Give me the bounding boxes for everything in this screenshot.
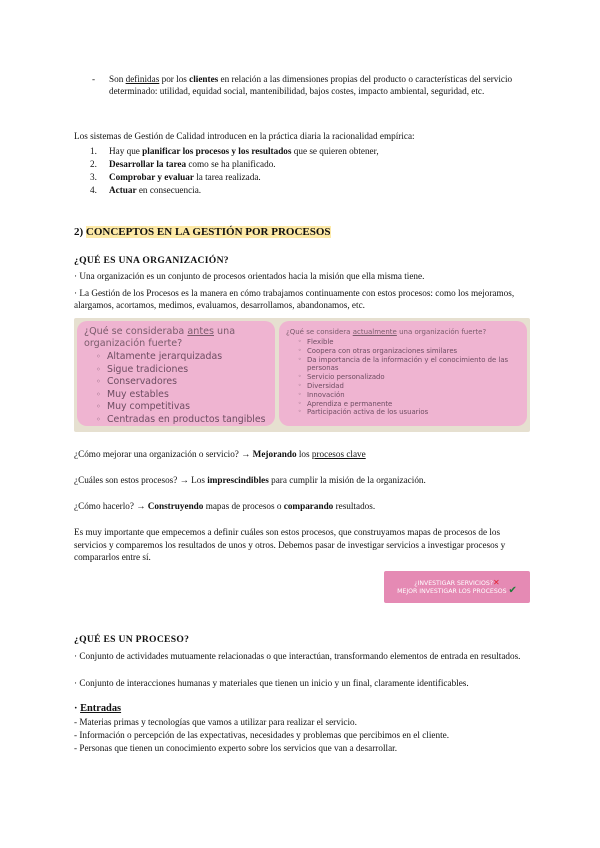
- before-item: ◦ Muy competitivas: [107, 401, 266, 414]
- cross-icon: ✕: [493, 578, 500, 587]
- question-which: [74, 474, 534, 486]
- entrada-item: - Materias primas y tecnologías que vamos a utilizar para realizar el servicio.: [74, 717, 357, 727]
- investigate-sticker: [384, 571, 530, 603]
- now-title-post: una organización fuerte?: [396, 328, 487, 336]
- comparison-image: [74, 318, 530, 432]
- step-post: la tarea realizada.: [193, 171, 261, 182]
- q1-mid: los: [296, 449, 312, 459]
- q3-bold-1: Construyendo: [147, 501, 204, 511]
- entradas-dot: ·: [74, 703, 81, 714]
- org-paragraph-1: · Una organización es un conjunto de procesos orientados hacia la misión que ella misma tiene.: [74, 271, 425, 281]
- step-number: 2.: [90, 158, 97, 169]
- step-post: en consecuencia.: [136, 184, 202, 195]
- step-bold: Actuar: [109, 184, 137, 195]
- important-paragraph: Es muy importante que empecemos a definir cuáles son estos procesos, que construyamos mapas de procesos de los servicios y comparemos los resultados de unos y otros. Debemos pasar de investigar servicios a investigar procesos y compararlos entre sí.: [74, 527, 506, 563]
- now-item: ◦ Innovación: [307, 391, 519, 400]
- org-heading: ¿QUÉ ES UNA ORGANIZACIÓN?: [74, 255, 229, 266]
- before-title-underlined: antes: [187, 326, 214, 337]
- q2-post: para cumplir la misión de la organización.: [268, 475, 426, 485]
- before-card: [77, 321, 275, 426]
- before-item: ◦ Altamente jerarquizadas: [107, 351, 266, 364]
- process-paragraph-2: · Conjunto de interacciones humanas y materiales que tienen un inicio y un final, claramente identificables.: [74, 678, 469, 688]
- process-paragraph-1: · Conjunto de actividades mutuamente relacionadas o que interactúan, transformando elementos de entrada en resultados.: [74, 651, 521, 661]
- question-improve: [74, 448, 534, 460]
- step-number: 3.: [90, 171, 97, 182]
- before-item: ◦ Centradas en productos tangibles: [107, 414, 266, 427]
- now-item: ◦ Flexible: [307, 338, 519, 347]
- question-how: [74, 500, 534, 512]
- check-icon: ✔: [508, 585, 517, 596]
- before-title-pre: ¿Qué se consideraba: [84, 326, 188, 337]
- bullet-dash: -: [92, 74, 96, 84]
- now-title-underlined: actualmente: [352, 328, 397, 336]
- step-item: [90, 145, 530, 158]
- now-item: ◦ Da importancia de la información y el conocimiento de las personas: [307, 356, 519, 374]
- q1-bold: Mejorando: [252, 449, 297, 459]
- section-title: [74, 226, 331, 238]
- before-title-post: una organización fuerte?: [84, 326, 236, 349]
- q1-underlined: procesos clave: [311, 449, 366, 459]
- now-title-pre: ¿Qué se considera: [286, 328, 353, 336]
- now-item: ◦ Coopera con otras organizaciones similares: [307, 347, 519, 356]
- step-post: que se quieren obtener,: [291, 146, 379, 156]
- sticker-line-2-text: MEJOR INVESTIGAR LOS PROCESOS: [397, 588, 507, 595]
- step-post: como se ha planificado.: [186, 158, 276, 169]
- q2-bold: imprescindibles: [207, 475, 269, 485]
- q2-pre: ¿Cuáles son estos procesos? → Los: [74, 475, 208, 485]
- top-bullet: [92, 73, 532, 98]
- before-item: ◦ Sigue tradiciones: [107, 364, 266, 377]
- org-paragraph-2: · La Gestión de los Procesos es la manera en cómo trabajamos continuamente con estos procesos: como los mejoramos, alargamos, acortamos, medimos, evaluamos, desarrollamos, abandonamos, etc.: [74, 288, 515, 311]
- now-item: ◦ Servicio personalizado: [307, 373, 519, 382]
- step-bold: Desarrollar la tarea: [109, 158, 187, 169]
- step-item: [90, 171, 530, 184]
- steps-list: [90, 145, 530, 197]
- step-item: [90, 158, 530, 171]
- entradas-heading: [74, 703, 121, 715]
- sticker-line-2: [384, 587, 530, 596]
- step-item: [90, 184, 530, 197]
- bullet-rest: en relación a las dimensiones propias del producto o características del servicio determinado: utilidad, equidad social, mantenibilidad, bajos costes, impacto ambiental, seguridad, etc.: [109, 74, 513, 97]
- now-item: ◦ Aprendiza e permanente: [307, 400, 519, 409]
- section-title-text: CONCEPTOS EN LA GESTIÓN POR PROCESOS: [85, 226, 331, 238]
- before-card-title: [84, 326, 270, 349]
- step-pre: Hay que: [109, 146, 143, 156]
- intro-paragraph: Los sistemas de Gestión de Calidad introducen en la práctica diaria la racionalidad empírica:: [74, 131, 415, 141]
- q3-pre: ¿Cómo hacerlo? →: [74, 501, 148, 511]
- clients-bold: clientes: [189, 74, 219, 84]
- q3-mid: mapas de procesos o: [203, 501, 284, 511]
- before-item: ◦ Muy estables: [107, 389, 266, 402]
- before-item: ◦ Conservadores: [107, 376, 266, 389]
- sticker-line-1-text: ¿INVESTIGAR SERVICIOS?: [414, 580, 494, 587]
- bullet-mid: por los: [159, 74, 190, 84]
- now-card: [279, 321, 527, 426]
- q3-bold-2: comparando: [283, 501, 334, 511]
- step-number: 1.: [90, 146, 97, 156]
- now-item: ◦ Participación activa de los usuarios: [307, 408, 519, 417]
- entrada-item: - Personas que tienen un conocimiento experto sobre los servicios que van a desarrollar.: [74, 742, 397, 753]
- q1-pre: ¿Cómo mejorar una organización o servicio? →: [74, 449, 253, 459]
- section-number: 2): [74, 226, 86, 238]
- before-list: [107, 351, 266, 426]
- entradas-title: Entradas: [80, 703, 122, 714]
- process-heading: ¿QUÉ ES UN PROCESO?: [74, 634, 190, 645]
- step-bold: planificar los procesos y los resultados: [142, 146, 292, 156]
- now-list: [307, 338, 519, 417]
- step-number: 4.: [90, 184, 97, 195]
- q3-post: resultados.: [333, 501, 376, 511]
- step-bold: Comprobar y evaluar: [109, 171, 194, 182]
- now-item: ◦ Diversidad: [307, 382, 519, 391]
- entradas-list: [74, 716, 534, 755]
- bullet-prefix: Son: [109, 74, 126, 84]
- entrada-item: - Información o percepción de las expectativas, necesidades y problemas que percibimos en el cliente.: [74, 729, 450, 740]
- now-card-title: [286, 328, 522, 337]
- defined-underlined: definidas: [125, 74, 160, 84]
